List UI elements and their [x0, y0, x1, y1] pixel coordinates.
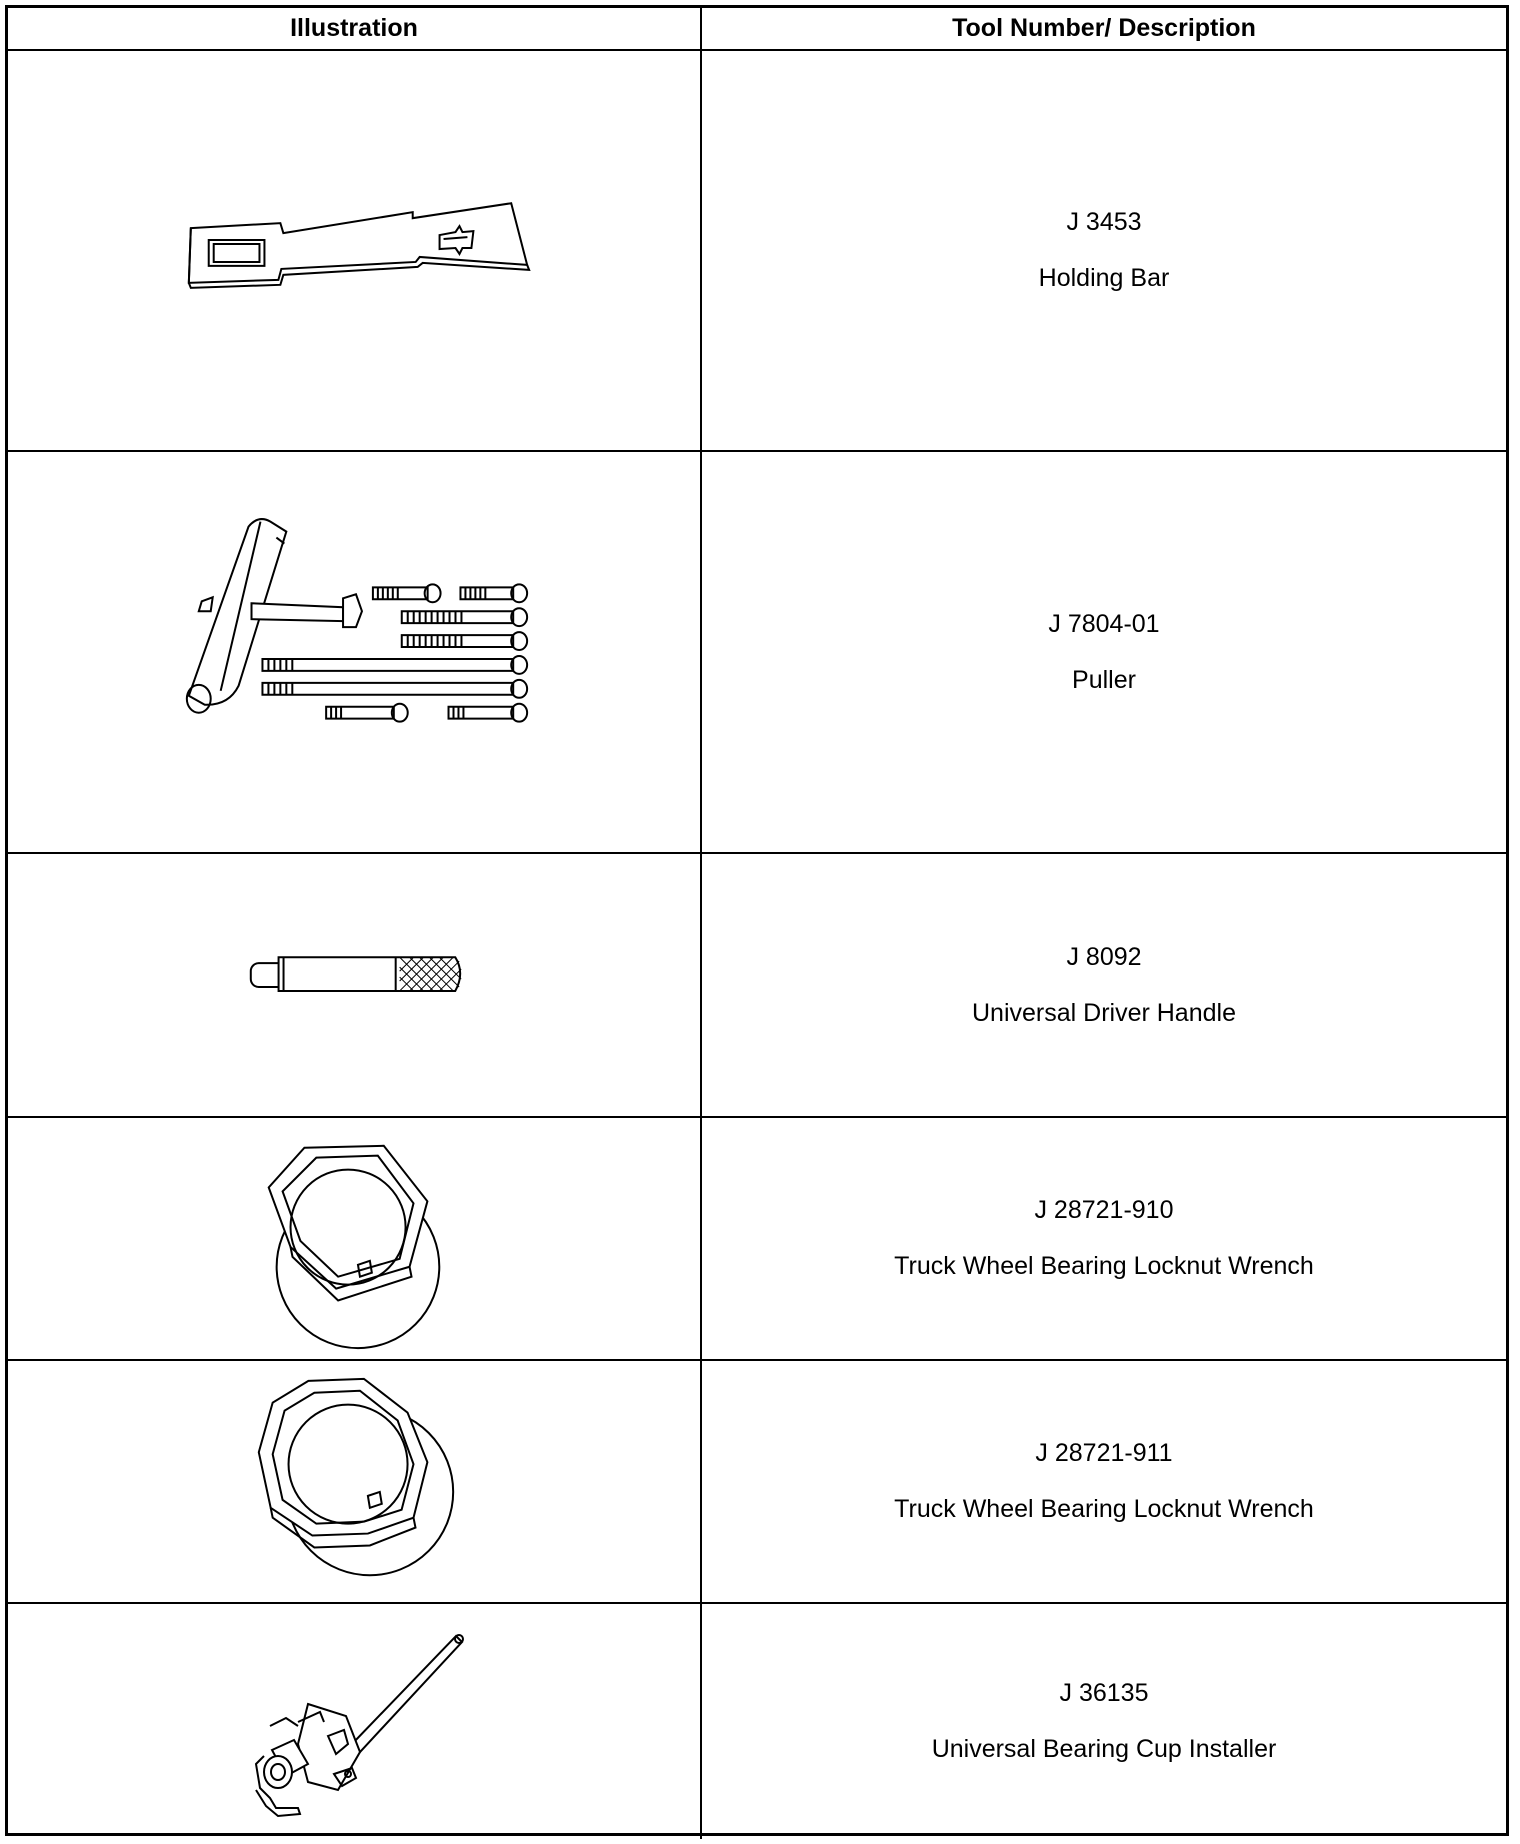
hex-locknut-wrench-icon: [8, 1118, 700, 1359]
table-row: [8, 1604, 1506, 1839]
octagon-locknut-wrench-icon: [8, 1361, 700, 1602]
table-row: [8, 1361, 1506, 1604]
tool-number: J 3453: [1066, 208, 1142, 236]
tool-description: Truck Wheel Bearing Locknut Wrench: [894, 1495, 1314, 1523]
tool-description: Puller: [1072, 665, 1136, 694]
table-row: [8, 51, 1506, 452]
column-header-illustration: Illustration: [290, 14, 418, 42]
tool-description: Universal Driver Handle: [972, 998, 1236, 1027]
tool-number: J 28721-911: [1035, 1439, 1173, 1467]
tool-description: Holding Bar: [1038, 264, 1170, 292]
bearing-cup-installer-icon: [8, 1604, 700, 1839]
tool-number: J 36135: [1059, 1679, 1149, 1707]
tool-description: Universal Bearing Cup Installer: [931, 1735, 1277, 1763]
holding-bar-icon: [8, 51, 700, 450]
table-row: [8, 452, 1506, 854]
table-row: [8, 854, 1506, 1118]
table-header-row: [8, 8, 1506, 51]
puller-kit-icon: [8, 452, 700, 852]
tool-number: J 8092: [1066, 942, 1142, 971]
table-row: [8, 1118, 1506, 1361]
driver-handle-icon: [8, 854, 700, 1116]
tool-number: J 7804-01: [1048, 609, 1160, 638]
tool-table: [5, 5, 1509, 1836]
column-header-tool-number: Tool Number/ Description: [952, 14, 1256, 42]
tool-description: Truck Wheel Bearing Locknut Wrench: [894, 1252, 1314, 1280]
tool-number: J 28721-910: [1034, 1196, 1174, 1224]
